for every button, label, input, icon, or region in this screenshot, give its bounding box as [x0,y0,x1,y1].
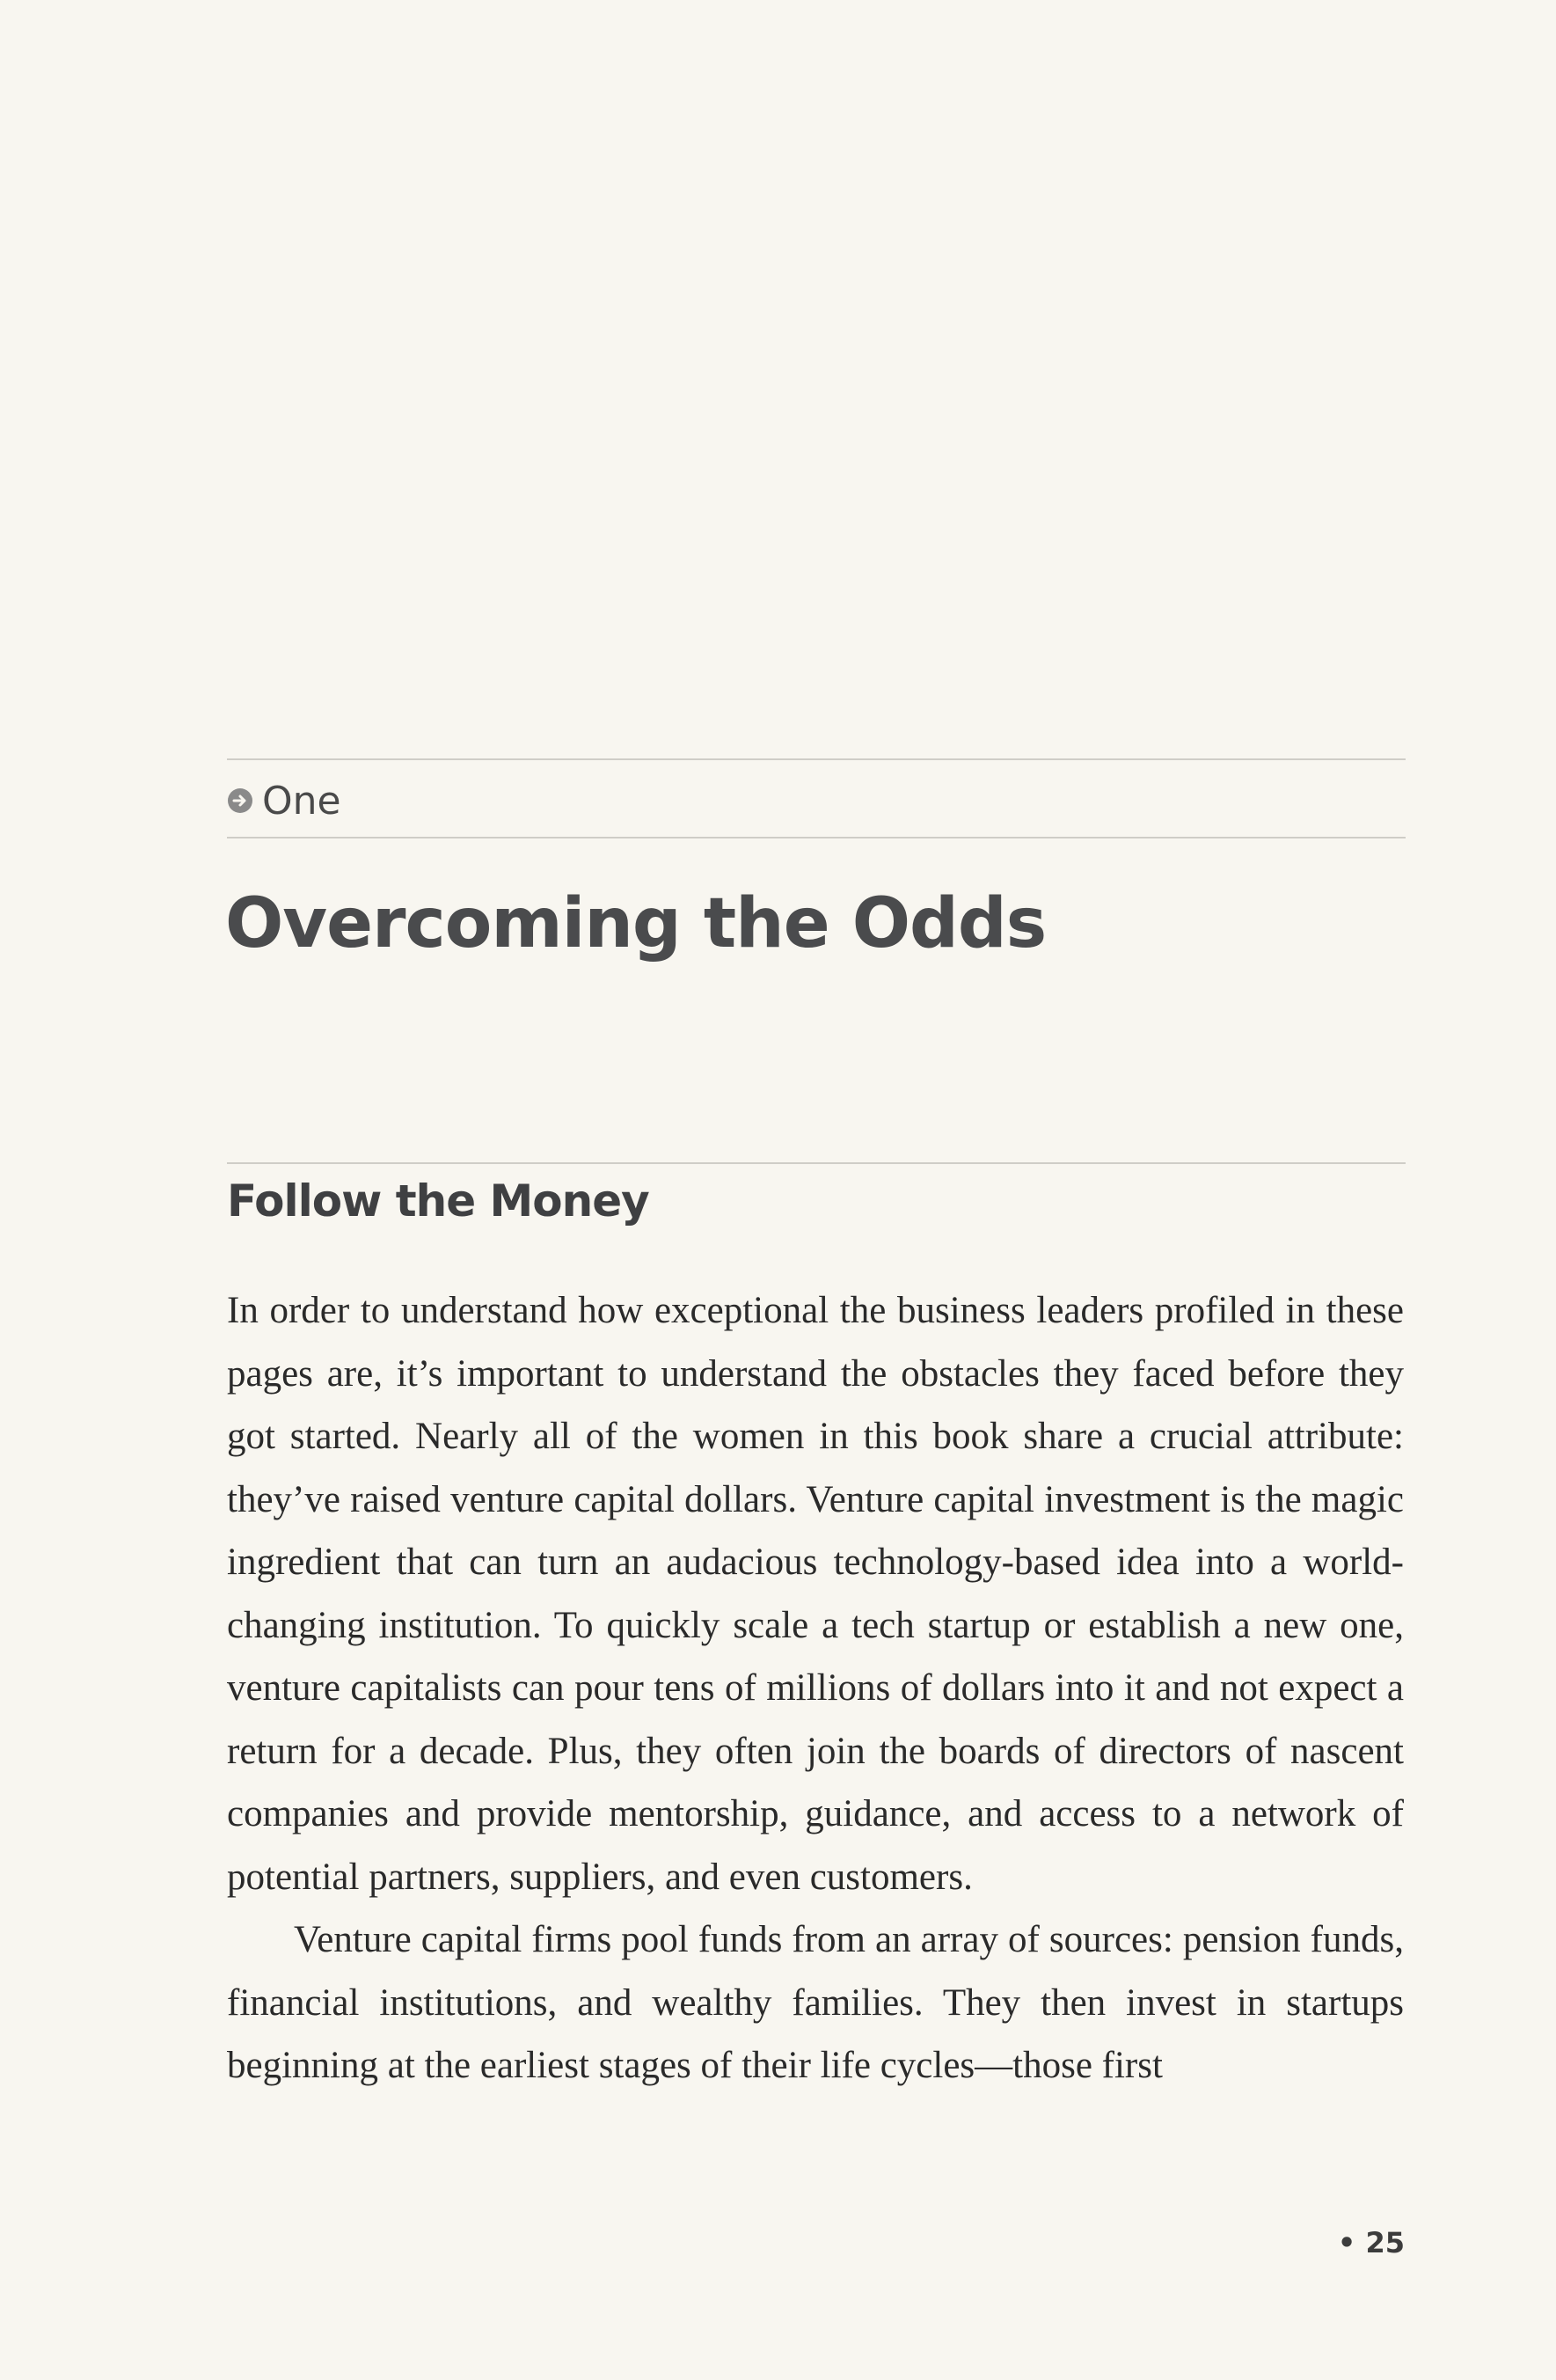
body-paragraph-2: Venture capital firms pool funds from an array of sources: pension funds, financial institutions, and wealthy families. They then invest in startups beginning at the earliest stages of their life cycles—those first [227,1919,1404,2086]
chapter-heading-row [227,774,341,827]
arrow-right-circle-icon [227,787,253,814]
chapter-bottom-rule [227,837,1406,838]
chapter-top-rule [227,758,1406,760]
body-paragraph-1: In order to understand how exceptional the business leaders profiled in these pages are, it’s important to understand the obstacles they faced before they got started. Nearly all of the women in this book share a crucial attribute: they’ve raised venture capital dollars. Venture capital investment is the magic ingredient that can turn an audacious technology-based idea into a world-changing institution. To quickly scale a tech startup or establish a new one, venture capitalists can pour tens of millions of dollars into it and not expect a return for a decade. Plus, they often join the boards of directors of nascent companies and provide mentorship, guidance, and access to a network of potential partners, suppliers, and even customers. [227,1290,1404,1898]
chapter-number-label: One [262,778,341,824]
chapter-title: Overcoming the Odds [225,884,1047,963]
section-title: Follow the Money [227,1175,649,1227]
body-text [227,1279,1404,2098]
page-number: • 25 [1337,2226,1405,2259]
section-rule [227,1162,1406,1164]
